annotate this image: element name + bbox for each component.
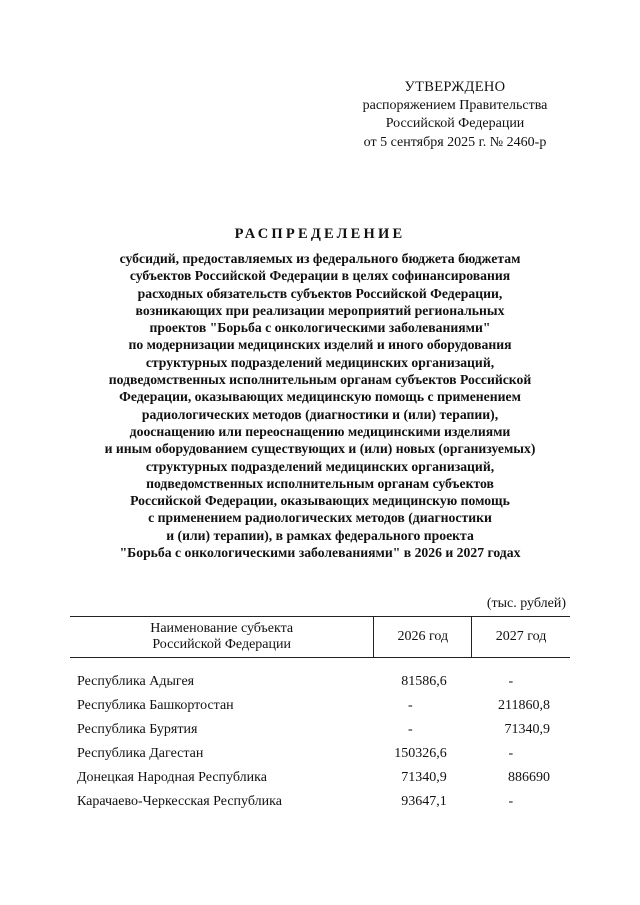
subtitle-line: Федерации, оказывающих медицинскую помощь с применением: [119, 389, 521, 405]
value-2026-cell: 150326,6: [394, 746, 447, 761]
subject-name-cell: Республика Башкортостан: [77, 698, 234, 713]
header-subject-name-line: Наименование субъекта: [150, 621, 294, 636]
value-2026-cell: 71340,9: [401, 770, 447, 785]
document-subtitle: [70, 250, 570, 561]
table-header-row: [70, 617, 570, 658]
subtitle-line: дооснащению или переоснащению медицинскими изделиями: [129, 423, 511, 439]
subtitle-line: Российской Федерации, оказывающих медицинскую помощь: [130, 493, 510, 509]
table-row: [70, 694, 570, 718]
approval-line: Российской Федерации: [385, 116, 525, 131]
subtitle-line: структурных подразделений медицинских организаций,: [145, 354, 495, 370]
value-2027-cell: 211860,8: [498, 698, 550, 713]
subtitle-line: с применением радиологических методов (диагностики: [148, 510, 492, 526]
value-2026-cell: -: [407, 722, 413, 737]
value-2027-cell: -: [508, 794, 514, 809]
subtitle-line: подведомственных исполнительным органам субъектов Российской: [108, 372, 532, 388]
distribution-table: [70, 616, 570, 814]
table-row: [70, 790, 570, 814]
value-2026-cell: 93647,1: [401, 794, 447, 809]
subtitle-line: и иным оборудованием существующих и (или) новых (организуемых): [104, 441, 536, 457]
subject-name-cell: Республика Дагестан: [77, 746, 204, 761]
document-title: РАСПРЕДЕЛЕНИЕ: [234, 226, 406, 242]
subject-name-cell: Республика Бурятия: [77, 722, 198, 737]
value-2027-cell: -: [508, 746, 514, 761]
subject-name-cell: Донецкая Народная Республика: [77, 770, 267, 785]
value-2026-cell: -: [407, 698, 413, 713]
units-label: (тыс. рублей): [486, 596, 566, 611]
approval-heading: УТВЕРЖДЕНО: [404, 79, 506, 95]
value-2027-cell: -: [508, 674, 514, 689]
value-2027-cell: 886690: [508, 770, 550, 785]
value-2027-cell: 71340,9: [504, 722, 550, 737]
subtitle-line: и (или) терапии), в рамках федерального проекта: [166, 527, 474, 543]
header-year-2027: 2027 год: [472, 617, 570, 658]
subtitle-line: возникающих при реализации мероприятий региональных: [135, 302, 505, 318]
header-year-2026: 2026 год: [374, 617, 472, 658]
subtitle-line: радиологических методов (диагностики и (или) терапии),: [141, 406, 499, 422]
subject-name-cell: Карачаево-Черкесская Республика: [77, 794, 282, 809]
subtitle-line: структурных подразделений медицинских организаций,: [145, 458, 495, 474]
approval-line: от 5 сентября 2025 г. № 2460-р: [363, 134, 547, 150]
approval-line: распоряжением Правительства: [362, 97, 548, 113]
table-row: [70, 718, 570, 742]
header-subject-name: [70, 617, 374, 658]
approval-block: [340, 78, 570, 152]
subject-name-cell: Республика Адыгея: [77, 674, 195, 689]
subtitle-line: субъектов Российской Федерации в целях софинансирования: [129, 268, 511, 284]
subtitle-line: проектов "Борьба с онкологическими заболеваниями": [149, 320, 491, 336]
subtitle-line: "Борьба с онкологическими заболеваниями" в 2026 и 2027 годах: [119, 545, 521, 561]
value-2026-cell: 81586,6: [401, 674, 447, 689]
table-row: [70, 742, 570, 766]
subtitle-line: расходных обязательств субъектов Российской Федерации,: [137, 285, 503, 301]
table-row: [70, 766, 570, 790]
header-subject-name-line: Российской Федерации: [152, 637, 291, 652]
subtitle-line: подведомственных исполнительным органам субъектов: [146, 475, 494, 491]
subtitle-line: субсидий, предоставляемых из федерального бюджета бюджетам: [119, 251, 521, 266]
subtitle-line: по модернизации медицинских изделий и иного оборудования: [128, 337, 512, 353]
table-row: [70, 670, 570, 694]
